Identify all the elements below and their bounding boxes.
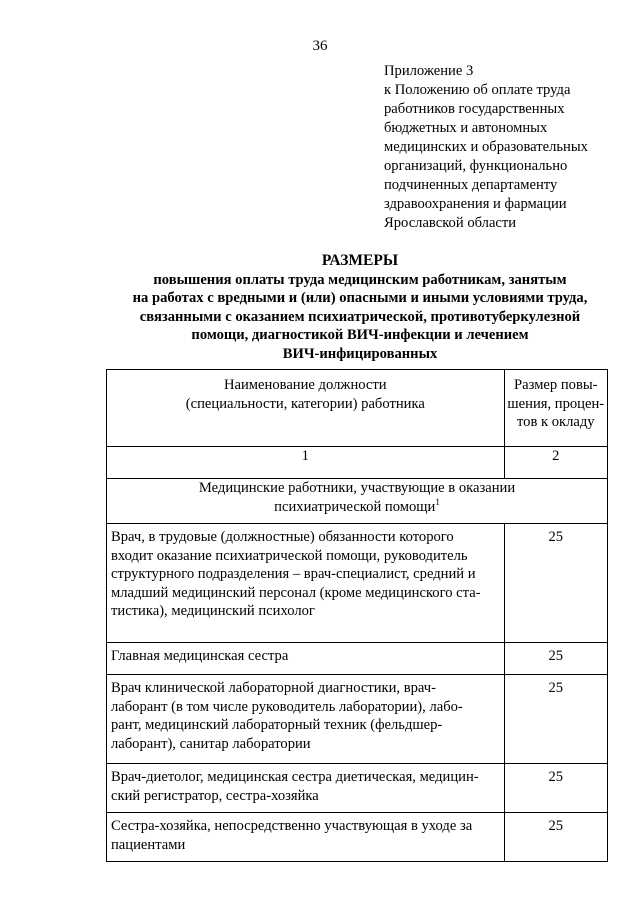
table-header-row <box>107 370 608 447</box>
position-line: Врач клинической лабораторной диагностики, врач- <box>111 680 437 696</box>
appendix-line: Приложение 3 <box>384 63 474 79</box>
table-row <box>107 524 608 643</box>
column-number-row <box>107 447 608 479</box>
header-rate-line: тов к окладу <box>516 414 595 431</box>
appendix-line: медицинских и образовательных <box>384 139 588 155</box>
position-cell <box>107 643 505 675</box>
position-line: входит оказание психиатрической помощи, руководитель <box>111 547 468 564</box>
section-title-line: Медицинские работники, участвующие в оказании <box>198 480 516 496</box>
position-line: тистика), медицинский психолог <box>111 603 315 620</box>
rate-cell: 25 <box>504 524 607 643</box>
appendix-line: здравоохранения и фармации <box>384 196 567 212</box>
table-row <box>107 675 608 764</box>
section-title-line <box>107 498 607 517</box>
footnote-marker: 1 <box>435 496 440 507</box>
appendix-line: организаций, функционально <box>384 158 568 174</box>
header-position-cell <box>107 370 505 447</box>
page-number: 36 <box>312 38 328 54</box>
appendix-line: работников государственных <box>384 101 565 117</box>
section-title-text: психиатрической помощи <box>274 498 436 515</box>
header-position-line: Наименование должности <box>223 377 387 393</box>
heading-line: помощи, диагностикой ВИЧ-инфекции и лечением <box>191 327 529 344</box>
position-cell <box>107 675 505 764</box>
position-line: Главная медицинская сестра <box>111 648 289 664</box>
header-rate-line: шения, процен- <box>507 395 605 412</box>
position-line: лаборант (в том числе руководитель лаборатории), лабо- <box>111 698 463 715</box>
column-number-2: 2 <box>504 447 607 479</box>
position-line: ский регистратор, сестра-хозяйка <box>111 787 319 804</box>
heading-line: ВИЧ-инфицированных <box>282 345 438 362</box>
rate-cell: 25 <box>504 675 607 764</box>
document-heading <box>100 252 620 364</box>
position-line: младший медицинский персонал (кроме медицинского ста- <box>111 584 481 601</box>
position-cell <box>107 524 505 643</box>
rate-cell: 25 <box>504 643 607 675</box>
rates-table <box>106 369 608 862</box>
position-line: лаборант), санитар лаборатории <box>111 735 311 752</box>
heading-line: на работах с вредными и (или) опасными и иными условиями труда, <box>132 290 588 307</box>
appendix-line: Ярославской области <box>384 215 517 231</box>
appendix-line: подчиненных департаменту <box>384 177 558 193</box>
position-line: структурного подразделения – врач-специалист, средний и <box>111 566 476 583</box>
header-position-line: (специальности, категории) работника <box>185 395 425 412</box>
table-row <box>107 813 608 862</box>
position-line: Врач-диетолог, медицинская сестра диетическая, медицин- <box>111 769 479 785</box>
heading-title: РАЗМЕРЫ <box>321 252 399 269</box>
position-line: Сестра-хозяйка, непосредственно участвующая в уходе за <box>111 818 473 834</box>
header-rate-line: Размер повы- <box>514 377 598 393</box>
position-cell <box>107 764 505 813</box>
section-row <box>107 479 608 524</box>
appendix-line: бюджетных и автономных <box>384 120 548 136</box>
appendix-reference <box>384 62 588 233</box>
rate-cell: 25 <box>504 813 607 862</box>
table-row <box>107 643 608 675</box>
rate-cell: 25 <box>504 764 607 813</box>
table-row <box>107 764 608 813</box>
appendix-line: к Положению об оплате труда <box>384 82 571 98</box>
heading-line: повышения оплаты труда медицинским работникам, занятым <box>153 271 567 288</box>
position-line: Врач, в трудовые (должностные) обязанности которого <box>111 529 454 545</box>
position-line: рант, медицинский лабораторный техник (фельдшер- <box>111 717 443 734</box>
section-title-cell <box>107 479 608 524</box>
position-line: пациентами <box>111 836 186 853</box>
position-cell <box>107 813 505 862</box>
header-rate-cell <box>504 370 607 447</box>
column-number-1: 1 <box>107 447 505 479</box>
heading-line: связанными с оказанием психиатрической, противотуберкулезной <box>139 308 581 325</box>
